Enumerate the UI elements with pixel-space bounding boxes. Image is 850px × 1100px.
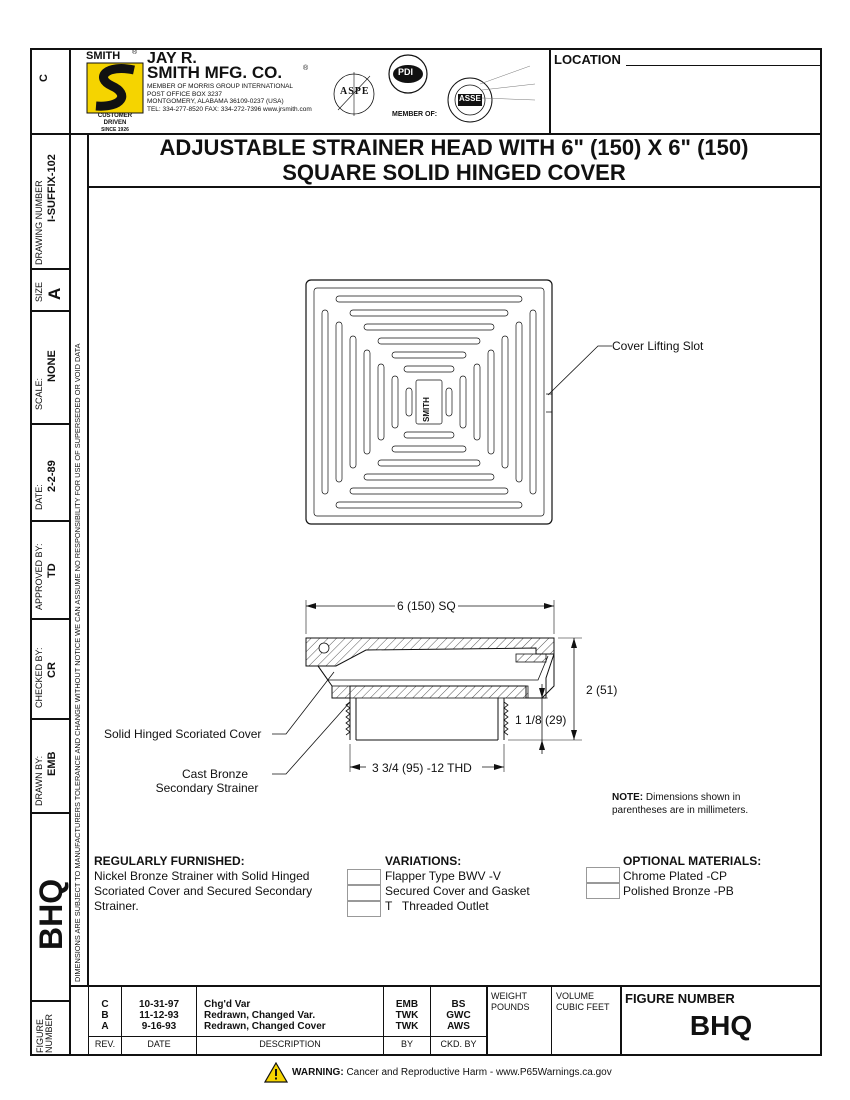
approved-value: TD bbox=[46, 563, 58, 578]
pdi-seal-text: PDI bbox=[398, 67, 414, 77]
figure-number-label: FIGURE NUMBER bbox=[625, 991, 735, 1006]
by-header: BY bbox=[400, 1039, 413, 1049]
disclaimer: DIMENSIONS ARE SUBJECT TO MANUFACTURERS TOLERANCE AND CHANGE WITHOUT NOTICE WE CAN ASSUME NO RESPONSIBILITY FOR USE OF SUPERSEDED OR VOID DATA bbox=[73, 343, 82, 982]
drawing-number-label: DRAWING NUMBER bbox=[34, 180, 44, 265]
strip-divider bbox=[30, 268, 70, 270]
variation-item: Secured Cover and Gasket bbox=[385, 884, 530, 898]
drawn-label: DRAWN BY: bbox=[34, 755, 44, 806]
title-line-1: ADJUSTABLE STRAINER HEAD WITH 6" (150) X 6" (150) bbox=[159, 135, 749, 160]
variation-item: Flapper Type BWV -V bbox=[385, 869, 501, 883]
weight-label-line2: POUNDS bbox=[491, 1002, 530, 1012]
volume-label-line2: CUBIC FEET bbox=[556, 1002, 610, 1012]
size-label: SIZE bbox=[34, 281, 44, 302]
weight-label bbox=[491, 991, 530, 1013]
date-cell: 10-31-97 bbox=[138, 999, 180, 1010]
note-bold: NOTE: bbox=[612, 792, 644, 803]
logo-reg: ® bbox=[132, 49, 138, 56]
date-value: 2-2-89 bbox=[46, 460, 58, 492]
size-value: A bbox=[45, 287, 64, 300]
checked-label: CHECKED BY: bbox=[34, 647, 44, 708]
description-header: DESCRIPTION bbox=[259, 1039, 321, 1049]
strip-divider bbox=[30, 812, 70, 814]
volume-label bbox=[556, 991, 610, 1013]
weight-col-line bbox=[551, 985, 552, 1056]
disclaimer-strip-divider bbox=[87, 133, 89, 985]
ckd-cell: BS bbox=[451, 999, 466, 1010]
strip-divider bbox=[30, 718, 70, 720]
side-rev-value: C bbox=[38, 74, 50, 82]
rev-header-line bbox=[88, 1036, 486, 1037]
rev-col bbox=[89, 999, 121, 1032]
date-header: DATE bbox=[147, 1039, 171, 1049]
variation-item: T Threaded Outlet bbox=[385, 899, 489, 913]
warning-rest: Cancer and Reproductive Harm - www.P65Warnings.ca.gov bbox=[343, 1067, 612, 1078]
date-cell: 11-12-93 bbox=[139, 1010, 179, 1021]
cover-logo: SMITH bbox=[422, 397, 431, 422]
company-address bbox=[147, 83, 312, 113]
variation-checkbox[interactable] bbox=[347, 885, 381, 901]
strip-divider bbox=[30, 310, 70, 312]
address-line: MONTGOMERY, ALABAMA 36109-0237 (USA) bbox=[147, 98, 284, 106]
title-divider bbox=[88, 186, 822, 188]
warning-bold: WARNING: bbox=[292, 1067, 344, 1078]
lifting-slot-leader bbox=[540, 340, 620, 400]
ckd-cell: AWS bbox=[447, 1021, 470, 1032]
address-line: TEL: 334-277-8520 FAX: 334-272-7396 www.jrsmith.com bbox=[147, 105, 312, 113]
variation-checkbox[interactable] bbox=[347, 869, 381, 885]
desc-cell: Redrawn, Changed Var. bbox=[204, 1010, 316, 1021]
note-line2: parentheses are in millimeters. bbox=[612, 805, 749, 816]
drawn-value: EMB bbox=[46, 751, 58, 776]
by-col bbox=[384, 999, 430, 1032]
title-line-2: SQUARE SOLID HINGED COVER bbox=[282, 160, 626, 185]
volume-label-line1: VOLUME bbox=[556, 991, 595, 1001]
title-block-top bbox=[70, 985, 822, 987]
ckd-cell: GWC bbox=[446, 1010, 471, 1021]
rev-cell: C bbox=[101, 999, 109, 1010]
company-name-1: JAY R. bbox=[147, 50, 197, 67]
logo-tag-line2: DRIVEN bbox=[103, 120, 127, 127]
company-name-2: SMITH MFG. CO. bbox=[147, 63, 283, 82]
strip-divider bbox=[30, 520, 70, 522]
optional-heading: OPTIONAL MATERIALS: bbox=[623, 854, 762, 868]
scale-value: NONE bbox=[46, 350, 58, 382]
rev-col-line bbox=[486, 985, 488, 1056]
variations-heading: VARIATIONS: bbox=[385, 854, 462, 868]
location-underline bbox=[626, 65, 822, 66]
desc-cell: Chg'd Var bbox=[204, 999, 251, 1010]
variation-checkbox[interactable] bbox=[347, 901, 381, 917]
drawing-number: I-SUFFIX-102 bbox=[46, 154, 58, 222]
strip-divider bbox=[30, 1000, 70, 1002]
ckd-col bbox=[431, 999, 486, 1032]
dim-thread: 3 3/4 (95) -12 THD bbox=[372, 761, 472, 775]
logo-tag-line3: SINCE 1926 bbox=[101, 127, 129, 134]
scale-label: SCALE: bbox=[34, 377, 44, 410]
dim-height: 2 (51) bbox=[586, 683, 618, 697]
date-col bbox=[122, 999, 196, 1032]
strip-divider bbox=[30, 133, 70, 135]
dim-thread-length: 1 1/8 (29) bbox=[515, 713, 567, 727]
by-cell: TWK bbox=[395, 1010, 419, 1021]
optional-item: Chrome Plated -CP bbox=[623, 869, 728, 883]
furnished-line: Strainer. bbox=[94, 899, 139, 913]
optional-list bbox=[623, 869, 734, 899]
checked-value: CR bbox=[46, 662, 58, 678]
asse-seal-text: ASSE bbox=[459, 94, 481, 103]
strip-divider bbox=[30, 423, 70, 425]
variations-list bbox=[385, 869, 530, 914]
note-text: Dimensions shown in bbox=[643, 792, 741, 803]
furnished-line: Nickel Bronze Strainer with Solid Hinged bbox=[94, 869, 310, 883]
logo-tag-line1: CUSTOMER bbox=[97, 113, 133, 119]
warning-icon bbox=[264, 1062, 288, 1083]
warning-text bbox=[292, 1067, 612, 1078]
optional-checkbox[interactable] bbox=[586, 883, 620, 899]
date-cell: 9-16-93 bbox=[141, 1021, 177, 1032]
page-title bbox=[88, 135, 820, 185]
label-strainer bbox=[155, 767, 270, 795]
side-figure-label: FIGURE NUMBER bbox=[35, 1013, 54, 1053]
section-view bbox=[96, 590, 606, 780]
approved-label: APPROVED BY: bbox=[34, 543, 44, 610]
side-figure-number: BHQ bbox=[33, 878, 69, 950]
weight-label-line1: WEIGHT bbox=[491, 991, 527, 1001]
by-cell: EMB bbox=[395, 999, 419, 1010]
rev-cell: B bbox=[101, 1010, 109, 1021]
label-strainer-line2: Secondary Strainer bbox=[155, 781, 259, 795]
optional-checkbox[interactable] bbox=[586, 867, 620, 883]
member-of: MEMBER OF: bbox=[392, 111, 438, 118]
logo-tag bbox=[86, 113, 144, 135]
rev-header: REV. bbox=[94, 1039, 116, 1049]
label-strainer-line1: Cast Bronze bbox=[181, 767, 249, 781]
address-line: POST OFFICE BOX 3237 bbox=[147, 90, 223, 98]
company-reg: ® bbox=[303, 65, 309, 72]
rev-cell: A bbox=[101, 1021, 109, 1032]
dimension-note bbox=[612, 791, 748, 817]
figure-number: BHQ bbox=[689, 1010, 753, 1041]
strip-divider bbox=[30, 618, 70, 620]
by-cell: TWK bbox=[395, 1021, 419, 1032]
cover-lifting-slot-label: Cover Lifting Slot bbox=[612, 339, 704, 353]
desc-col bbox=[204, 999, 382, 1032]
label-cover: Solid Hinged Scoriated Cover bbox=[104, 727, 262, 741]
regularly-furnished bbox=[94, 854, 312, 914]
date-label: DATE: bbox=[34, 484, 44, 510]
optional-item: Polished Bronze -PB bbox=[623, 884, 734, 898]
dim-width: 6 (150) SQ bbox=[397, 599, 456, 613]
aspe-seal-text: ASPE bbox=[340, 86, 370, 97]
ckd-by-header: CKD. BY bbox=[440, 1039, 477, 1049]
address-line: MEMBER OF MORRIS GROUP INTERNATIONAL bbox=[147, 83, 294, 90]
furnished-line: Scoriated Cover and Secured Secondary bbox=[94, 884, 313, 898]
location-label: LOCATION bbox=[554, 52, 621, 67]
logo-word: SMITH bbox=[86, 50, 121, 62]
desc-cell: Redrawn, Changed Cover bbox=[204, 1021, 326, 1032]
furnished-heading: REGULARLY FURNISHED: bbox=[94, 854, 245, 868]
location-divider bbox=[549, 48, 551, 134]
